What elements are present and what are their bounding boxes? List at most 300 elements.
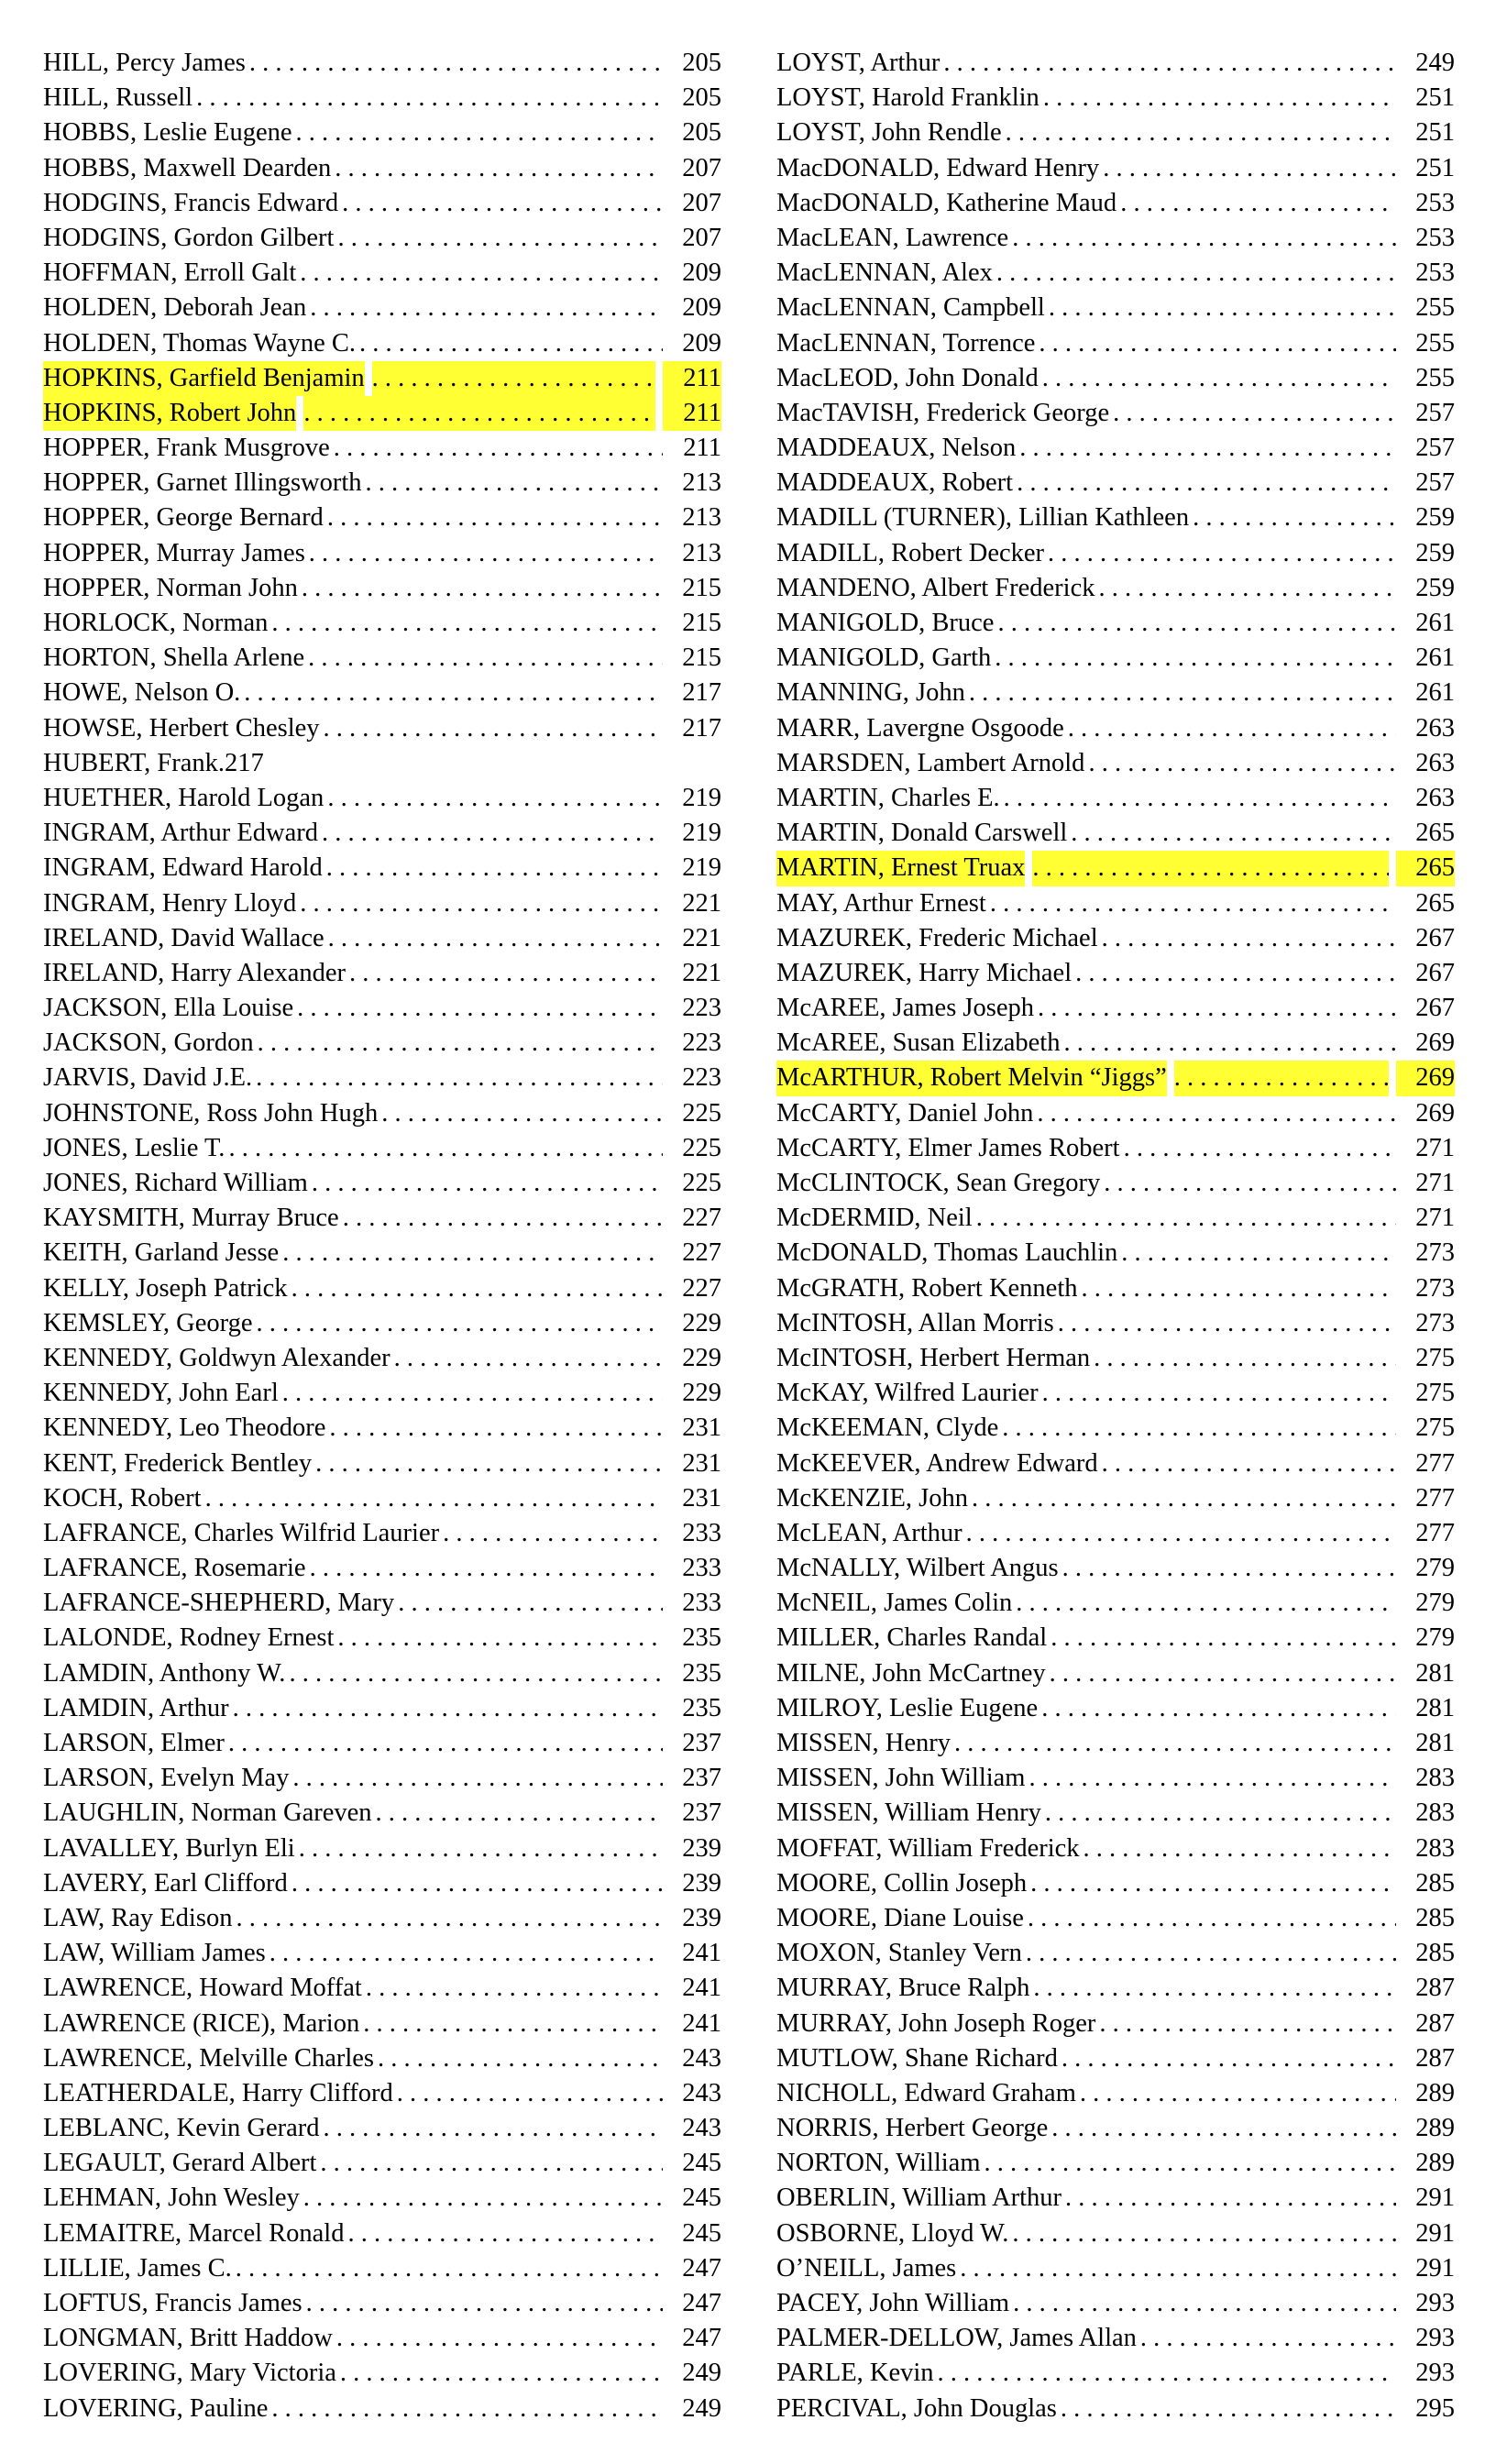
entry-page-number: 205 <box>682 118 721 148</box>
entry-name: HOLDEN, Deborah Jean <box>43 293 307 323</box>
entry-page-number: 273 <box>1415 1273 1455 1303</box>
dot-leader <box>378 2041 663 2076</box>
dot-leader <box>299 1832 663 1866</box>
entry-name: MARSDEN, Lambert Arnold <box>776 748 1085 777</box>
entry-name: MURRAY, Bruce Ralph <box>776 1974 1030 2003</box>
entry-page-number: 225 <box>682 1169 721 1197</box>
dot-leader <box>1061 2392 1396 2426</box>
index-entry <box>776 2216 1455 2251</box>
dot-leader <box>997 606 1396 641</box>
index-entry <box>43 431 721 466</box>
dot-leader <box>327 500 663 535</box>
dot-leader <box>394 1341 663 1376</box>
entry-name: LAFRANCE, Rosemarie <box>43 1554 306 1583</box>
entry-page-number: 215 <box>682 573 721 602</box>
entry-name: HOPPER, Frank Musgrove <box>43 434 330 463</box>
entry-page-number: 269 <box>1415 1028 1455 1058</box>
index-entry <box>776 1271 1455 1306</box>
entry-name: HILL, Percy James <box>43 49 246 77</box>
index-entry <box>43 46 721 81</box>
index-entry <box>776 1761 1455 1796</box>
dot-leader <box>1004 781 1396 816</box>
index-entry <box>776 1201 1455 1236</box>
entry-page-number: 261 <box>1415 609 1455 637</box>
entry-name: MANIGOLD, Bruce <box>776 609 995 637</box>
dot-leader <box>1174 1061 1389 1095</box>
entry-page-number: 219 <box>682 783 721 812</box>
entry-name: McINTOSH, Allan Morris <box>776 1308 1054 1337</box>
index-entry <box>43 221 721 256</box>
entry-name: HOPPER, Norman John <box>43 573 298 602</box>
entry-name: LAWRENCE (RICE), Marion <box>43 2008 360 2038</box>
index-entry <box>43 676 721 710</box>
entry-page-number: 275 <box>1415 1343 1455 1372</box>
dot-leader <box>302 571 663 606</box>
index-entry <box>43 500 721 535</box>
dot-leader <box>228 1131 663 1166</box>
entry-name: LAVALLEY, Burlyn Eli <box>43 1833 295 1863</box>
index-entry <box>776 956 1455 991</box>
dot-leader <box>1028 1761 1396 1796</box>
entry-name: INGRAM, Henry Lloyd <box>43 888 297 918</box>
dot-leader <box>334 431 663 466</box>
index-entry <box>776 186 1455 221</box>
entry-page-number: 231 <box>682 1414 721 1443</box>
dot-leader <box>1065 2181 1396 2216</box>
entry-page-number: 259 <box>1415 503 1455 533</box>
entry-name: McKENZIE, John <box>776 1483 968 1512</box>
entry-page-number: 223 <box>682 994 721 1023</box>
dot-leader <box>1030 1866 1396 1901</box>
index-entry <box>43 781 721 816</box>
dot-leader <box>340 2356 663 2391</box>
entry-page-number: 285 <box>1415 1903 1455 1932</box>
index-entry <box>776 991 1455 1026</box>
index-entry <box>43 1586 721 1621</box>
index-entry <box>776 500 1455 535</box>
entry-name: NICHOLL, Edward Graham <box>776 2078 1076 2107</box>
entry-page-number: 287 <box>1415 2008 1455 2038</box>
dot-leader <box>309 536 663 571</box>
dot-leader <box>996 256 1396 291</box>
dot-leader <box>343 1201 663 1236</box>
dot-leader <box>315 1446 663 1481</box>
dot-leader <box>1075 956 1396 991</box>
dot-leader <box>289 1656 663 1691</box>
entry-page-number: 275 <box>1415 1414 1455 1443</box>
entry-name: KENNEDY, Goldwyn Alexander <box>43 1343 390 1372</box>
entry-page-number: 261 <box>1415 644 1455 673</box>
dot-leader <box>1050 1621 1396 1656</box>
entry-name: LAMDIN, Anthony W. <box>43 1658 286 1688</box>
index-entry <box>43 536 721 571</box>
index-entry <box>776 2181 1455 2216</box>
index-entry <box>776 1551 1455 1586</box>
entry-page-number: 265 <box>1415 819 1455 848</box>
entry-name: OBERLIN, William Arthur <box>776 2184 1062 2213</box>
entry-name: McDONALD, Thomas Lauchlin <box>776 1238 1118 1268</box>
entry-page-number: 223 <box>682 1063 721 1093</box>
dot-leader <box>327 781 663 816</box>
entry-page-number: 275 <box>1415 1379 1455 1408</box>
index-entry <box>776 431 1455 466</box>
entry-name: MARTIN, Charles E. <box>776 783 1000 812</box>
entry-name: McGRATH, Robert Kenneth <box>776 1273 1078 1303</box>
dot-leader <box>1094 1341 1396 1376</box>
dot-leader <box>1120 186 1396 221</box>
dot-leader <box>306 2286 663 2321</box>
dot-leader <box>329 1411 663 1446</box>
entry-page-number: 215 <box>682 644 721 673</box>
index-entry <box>776 2286 1455 2321</box>
index-entry <box>43 1901 721 1936</box>
dot-leader <box>337 221 663 256</box>
entry-name: MAY, Arthur Ernest <box>776 888 986 918</box>
dot-leader <box>310 291 663 325</box>
entry-name: NORRIS, Herbert George <box>776 2114 1049 2143</box>
index-entry <box>776 2321 1455 2356</box>
entry-page-number: 281 <box>1415 1729 1455 1757</box>
dot-leader <box>236 1901 663 1936</box>
entry-page-number: 263 <box>1415 783 1455 812</box>
entry-name: KEITH, Garland Jesse <box>43 1238 280 1268</box>
entry-name: LARSON, Evelyn May <box>43 1764 290 1793</box>
entry-name: MOFFAT, William Frederick <box>776 1833 1080 1863</box>
index-entry <box>776 921 1455 956</box>
entry-name: McAREE, James Joseph <box>776 994 1035 1023</box>
index-entry <box>43 956 721 991</box>
entry-name: KAYSMITH, Murray Bruce <box>43 1204 339 1233</box>
dot-leader <box>258 1026 663 1061</box>
entry-page-number: 261 <box>1415 678 1455 708</box>
index-entry <box>43 291 721 325</box>
dot-leader <box>1193 500 1396 535</box>
index-entry <box>43 1026 721 1061</box>
index-entry <box>43 466 721 500</box>
index-entry <box>776 466 1455 500</box>
entry-page-number: 279 <box>1415 1554 1455 1583</box>
entry-page-number: 247 <box>682 2253 721 2282</box>
index-entry <box>43 1376 721 1411</box>
index-entry <box>776 2041 1455 2076</box>
dot-leader <box>1012 221 1396 256</box>
dot-leader <box>1113 396 1396 431</box>
index-entry <box>776 361 1455 396</box>
index-entry <box>776 1166 1455 1201</box>
entry-page-number: 211 <box>663 361 721 396</box>
entry-name: LARSON, Elmer <box>43 1729 225 1757</box>
entry-page-number: 213 <box>682 503 721 533</box>
dot-leader <box>1062 2041 1396 2076</box>
entry-page-number: 245 <box>682 2218 721 2248</box>
entry-page-number: 283 <box>1415 1798 1455 1828</box>
index-entry <box>776 2146 1455 2181</box>
dot-leader <box>1124 1131 1396 1166</box>
entry-page-number: 291 <box>1415 2184 1455 2213</box>
index-entry <box>776 1971 1455 2006</box>
entry-name: LONGMAN, Britt Haddow <box>43 2324 333 2353</box>
dot-leader <box>196 81 663 116</box>
dot-leader <box>310 1551 663 1586</box>
entry-name: MADILL (TURNER), Lillian Kathleen <box>776 503 1190 533</box>
index-entry <box>776 1621 1455 1656</box>
entry-name: LEBLANC, Kevin Gerard <box>43 2114 320 2143</box>
dot-leader <box>337 1621 663 1656</box>
dot-leader <box>366 466 663 500</box>
entry-page-number: 267 <box>1415 994 1455 1023</box>
index-entry <box>776 2111 1455 2146</box>
entry-page-number: 277 <box>1415 1483 1455 1512</box>
index-entry <box>43 1166 721 1201</box>
index-entry <box>43 186 721 221</box>
entry-page-number: 253 <box>1415 188 1455 217</box>
index-entry <box>43 1621 721 1656</box>
index-entry <box>43 1131 721 1166</box>
entry-page-number: 211 <box>683 434 721 463</box>
dot-leader <box>297 991 663 1026</box>
dot-leader <box>1028 1901 1396 1936</box>
index-entry <box>43 1446 721 1481</box>
entry-name: MADDEAUX, Robert <box>776 468 1014 498</box>
entry-name: HODGINS, Gordon Gilbert <box>43 223 335 252</box>
dot-leader <box>363 2007 663 2041</box>
dot-leader <box>366 1971 663 2006</box>
dot-leader <box>1099 2007 1396 2041</box>
entry-page-number: 269 <box>1415 1098 1455 1128</box>
entry-page-number: 239 <box>682 1903 721 1932</box>
dot-leader <box>1013 2286 1396 2321</box>
dot-leader <box>966 1516 1396 1551</box>
entry-page-number: 209 <box>682 328 721 358</box>
index-entry <box>776 1516 1455 1551</box>
dot-leader <box>1049 291 1396 325</box>
entry-page-number: 257 <box>1415 398 1455 427</box>
entry-page-number: 287 <box>1415 2043 1455 2073</box>
entry-name: MacLEOD, John Donald <box>776 363 1039 392</box>
index-entry <box>43 2392 721 2426</box>
entry-name: MISSEN, Henry <box>776 1729 951 1757</box>
entry-page-number: 251 <box>1415 83 1455 113</box>
dot-leader <box>1038 991 1396 1026</box>
entry-page-number: 251 <box>1415 118 1455 148</box>
entry-name: MacLEAN, Lawrence <box>776 223 1009 252</box>
dot-leader <box>228 1726 663 1761</box>
index-entry <box>776 1341 1455 1376</box>
index-entry <box>43 1411 721 1446</box>
entry-name: PACEY, John William <box>776 2289 1010 2317</box>
entry-name: McCLINTOCK, Sean Gregory <box>776 1169 1101 1197</box>
dot-leader <box>282 1236 663 1270</box>
entry-page-number: 237 <box>682 1764 721 1793</box>
entry-name: MISSEN, John William <box>776 1764 1026 1793</box>
dot-leader <box>249 46 663 81</box>
index-entry <box>43 886 721 921</box>
entry-page-number: 257 <box>1415 468 1455 498</box>
dot-leader <box>328 921 663 956</box>
entry-page-number: 293 <box>1415 2324 1455 2353</box>
entry-page-number: 235 <box>682 1623 721 1653</box>
entry-name: HOBBS, Maxwell Dearden <box>43 153 332 182</box>
entry-page-number: 237 <box>682 1798 721 1828</box>
index-entry <box>776 851 1455 886</box>
dot-leader <box>282 1376 663 1411</box>
entry-name: OSBORNE, Lloyd W. <box>776 2218 1009 2248</box>
dot-leader <box>271 606 663 641</box>
entry-name: MILNE, John McCartney <box>776 1658 1046 1688</box>
dot-leader <box>244 676 663 710</box>
index-entry <box>776 1446 1455 1481</box>
entry-name: MacTAVISH, Frederick George <box>776 398 1110 427</box>
entry-name: McDERMID, Neil <box>776 1204 973 1233</box>
dot-leader <box>943 46 1396 81</box>
entry-page-number: 215 <box>682 609 721 637</box>
entry-page-number: 219 <box>682 853 721 883</box>
entry-name: LALONDE, Rodney Ernest <box>43 1623 335 1653</box>
index-entry <box>43 1306 721 1341</box>
dot-leader <box>398 1586 663 1621</box>
index-entry <box>43 1481 721 1516</box>
entry-page-number: 285 <box>1415 1939 1455 1968</box>
entry-name: MUTLOW, Shane Richard <box>776 2043 1058 2073</box>
dot-leader <box>1006 116 1396 150</box>
entry-name: INGRAM, Edward Harold <box>43 853 323 883</box>
entry-page-number: 243 <box>682 2078 721 2107</box>
entry-name: KELLY, Joseph Patrick <box>43 1273 288 1303</box>
dot-leader <box>312 1166 663 1201</box>
entry-page-number: 293 <box>1415 2359 1455 2388</box>
dot-leader <box>1039 326 1396 361</box>
entry-name: MOORE, Diane Louise <box>776 1903 1024 1932</box>
dot-leader <box>1102 1446 1396 1481</box>
entry-name: McCARTY, Daniel John <box>776 1098 1034 1128</box>
dot-leader <box>292 1271 663 1306</box>
entry-page-number: 265 <box>1415 888 1455 918</box>
index-entry <box>43 2286 721 2321</box>
entry-name: MacLENNAN, Alex <box>776 258 993 288</box>
dot-leader <box>326 851 663 886</box>
entry-name: JARVIS, David J.E. <box>43 1063 253 1093</box>
entry-name: HOWSE, Herbert Chesley <box>43 713 320 742</box>
index-entry <box>43 991 721 1026</box>
entry-name: LOFTUS, Francis James <box>43 2289 302 2317</box>
index-entry <box>43 571 721 606</box>
entry-page-number: 239 <box>682 1868 721 1898</box>
index-entry <box>776 676 1455 710</box>
entry-page-number: 257 <box>1415 434 1455 463</box>
dot-leader <box>1048 536 1396 571</box>
index-entry <box>776 1726 1455 1761</box>
dot-leader <box>1050 1656 1396 1691</box>
index-entry <box>776 1096 1455 1131</box>
entry-page-number: 235 <box>682 1693 721 1722</box>
entry-name: HUETHER, Harold Logan <box>43 783 324 812</box>
entry-page-number: 231 <box>682 1483 721 1512</box>
index-entry <box>43 1516 721 1551</box>
entry-name: JONES, Leslie T. <box>43 1133 226 1162</box>
dot-leader <box>320 2146 663 2181</box>
entry-name: LOYST, Harold Franklin <box>776 83 1040 113</box>
index-entry <box>776 571 1455 606</box>
entry-name: MANIGOLD, Garth <box>776 644 992 673</box>
dot-leader <box>1051 2111 1396 2146</box>
index-entry <box>43 711 721 746</box>
dot-leader <box>1071 816 1396 851</box>
dot-leader <box>938 2356 1396 2391</box>
index-entry <box>776 81 1455 116</box>
entry-page-number: 253 <box>1415 258 1455 288</box>
entry-page-number: 233 <box>682 1518 721 1547</box>
entry-name: HORLOCK, Norman <box>43 609 269 637</box>
entry-name: INGRAM, Arthur Edward <box>43 819 319 848</box>
dot-leader <box>1088 746 1396 781</box>
index-entry <box>776 396 1455 431</box>
dot-leader <box>1098 571 1396 606</box>
index-entry <box>43 746 721 781</box>
entry-page-number: 281 <box>1415 1693 1455 1722</box>
entry-name: MADDEAUX, Nelson <box>776 434 1017 463</box>
entry-name: McNEIL, James Colin <box>776 1589 1013 1618</box>
entry-page-number: 255 <box>1415 328 1455 358</box>
dot-leader <box>1016 1586 1396 1621</box>
dot-leader <box>960 2251 1396 2286</box>
entry-name: HODGINS, Francis Edward <box>43 188 339 217</box>
index-entry <box>776 291 1455 325</box>
index-entry <box>776 326 1455 361</box>
dot-leader <box>1037 1096 1396 1131</box>
dot-leader <box>1104 1166 1396 1201</box>
dot-leader <box>257 1306 663 1341</box>
dot-leader <box>292 1866 663 1901</box>
index-entry <box>776 816 1455 851</box>
entry-page-number: 231 <box>682 1448 721 1478</box>
entry-name: LEATHERDALE, Harry Clifford <box>43 2078 393 2107</box>
entry-name: MAZUREK, Frederic Michael <box>776 923 1098 952</box>
entry-name: LAW, Ray Edison <box>43 1903 233 1932</box>
entry-name: LEHMAN, John Wesley <box>43 2184 300 2213</box>
entry-name: JOHNSTONE, Ross John Hugh <box>43 1098 379 1128</box>
entry-name: NORTON, William <box>776 2149 981 2178</box>
entry-page-number: 217 <box>682 713 721 742</box>
index-entry <box>43 1936 721 1971</box>
entry-name: MISSEN, William Henry <box>776 1798 1041 1828</box>
entry-page-number: 205 <box>682 83 721 113</box>
entry-page-number: 249 <box>682 2359 721 2388</box>
index-entry <box>776 1936 1455 1971</box>
entry-page-number: 241 <box>682 2008 721 2038</box>
entry-name: LILLIE, James C. <box>43 2253 232 2282</box>
entry-page-number: 279 <box>1415 1623 1455 1653</box>
dot-leader <box>1042 1376 1396 1411</box>
dot-leader <box>300 256 663 291</box>
entry-page-number: 259 <box>1415 538 1455 567</box>
entry-page-number: 291 <box>1415 2253 1455 2282</box>
entry-name: JACKSON, Gordon <box>43 1028 254 1058</box>
entry-name: MacDONALD, Katherine Maud <box>776 188 1117 217</box>
entry-page-number: 217 <box>682 678 721 708</box>
entry-page-number: 283 <box>1415 1833 1455 1863</box>
entry-name: LAFRANCE, Charles Wilfrid Laurier <box>43 1518 440 1547</box>
index-entry <box>43 1691 721 1726</box>
dot-leader <box>1042 361 1396 396</box>
entry-name: McKEEMAN, Clyde <box>776 1414 999 1443</box>
entry-name: HUBERT, Frank.217 <box>43 748 264 777</box>
entry-page-number: 289 <box>1415 2149 1455 2178</box>
entry-page-number: 205 <box>682 49 721 77</box>
dot-leader <box>995 641 1396 676</box>
index-entry <box>776 151 1455 186</box>
dot-leader <box>205 1481 663 1516</box>
index-entry <box>43 1656 721 1691</box>
